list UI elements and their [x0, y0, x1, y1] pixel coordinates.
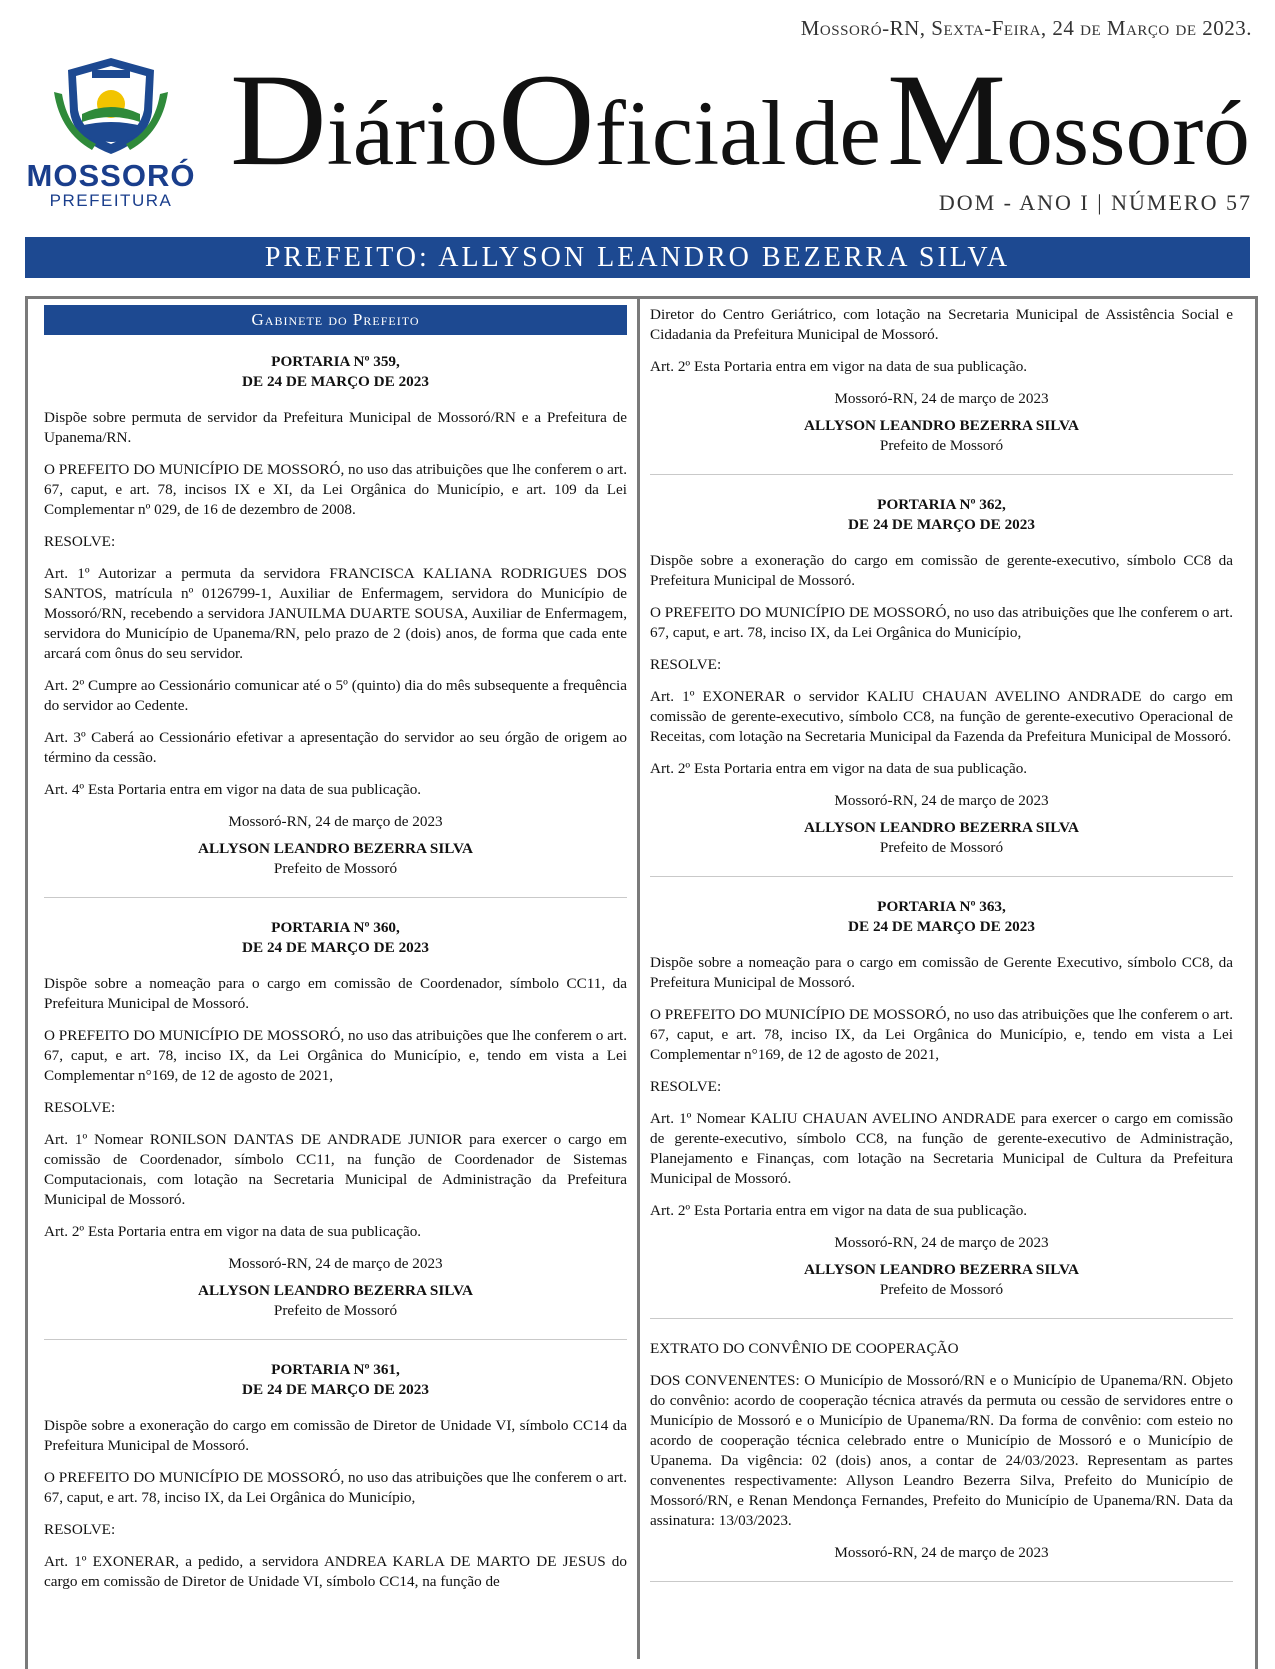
- preamble: O PREFEITO DO MUNICÍPIO DE MOSSORÓ, no uso das atribuições que lhe conferem o art. 67, caput, e art. 78, inciso IX, da Lei Orgânica do Município,: [44, 1469, 627, 1506]
- article: Diretor do Centro Geriátrico, com lotação na Secretaria Municipal de Assistência Social e Cidadania da Prefeitura Municipal de Mossoró.: [650, 306, 1233, 343]
- ementa: Dispõe sobre a exoneração do cargo em comissão de Diretor de Unidade VI, símbolo CC14 da Prefeitura Municipal de Mossoró.: [44, 1417, 627, 1454]
- extrato-body: DOS CONVENENTES: O Município de Mossoró/RN e o Município de Upanema/RN. Objeto do convênio: acordo de cooperação técnica através da permuta ou cessão de servidores entre o Município de Mossoró e o Município de Upanema/RN. Da forma de convênio: com esteio no acordo de cooperação técnica celebrado entre o Município de Mossoró e o Município de Upanema. Da vigência: 02 (dois) anos, a contar de 24/03/2023. Representam as partes convenentes respectivamente: Allyson Leandro Bezerra Silva, Prefeito do Município de Mossoró/RN, e Renan Mendonça Fernandes, Prefeito do Município de Upanema/RN. Data da assinatura: 13/03/2023.: [650, 1372, 1233, 1529]
- separator: [650, 876, 1233, 877]
- article: Art. 2º Esta Portaria entra em vigor na data de sua publicação.: [650, 358, 1028, 375]
- portaria-title: PORTARIA Nº 359, DE 24 DE MARÇO DE 2023: [242, 353, 429, 390]
- extrato-convenio: [650, 1339, 1233, 1563]
- preamble: O PREFEITO DO MUNICÍPIO DE MOSSORÓ, no uso das atribuições que lhe conferem o art. 67, caput, e art. 78, inciso IX, da Lei Orgânica do Município, e, tendo em vista a Lei Complementar n°169, de 12 de agosto de 2021,: [650, 1006, 1233, 1063]
- svg-text:DiárioOficialdeMossoró: DiárioOficialdeMossoró: [230, 46, 1247, 180]
- ementa: Dispõe sobre permuta de servidor da Prefeitura Municipal de Mossoró/RN e a Prefeitura de Upanema/RN.: [44, 409, 627, 446]
- article: Art. 2º Esta Portaria entra em vigor na data de sua publicação.: [44, 1223, 422, 1240]
- logo-name: MOSSORÓ: [26, 158, 196, 193]
- place-date: Mossoró-RN, 24 de março de 2023: [228, 813, 443, 830]
- article: Art. 1º Nomear KALIU CHAUAN AVELINO ANDRADE para exercer o cargo em comissão de gerente-executivo, símbolo CC8, na função de gerente-executivo de Administração, Planejamento e Finanças, com lotação na Secretaria Municipal de Cultura da Prefeitura Municipal de Mossoró.: [650, 1110, 1233, 1187]
- place-date: Mossoró-RN, 24 de março de 2023: [834, 1234, 1049, 1251]
- preamble: O PREFEITO DO MUNICÍPIO DE MOSSORÓ, no uso das atribuições que lhe conferem o art. 67, caput, e art. 78, incisos IX e XI, da Lei Orgânica do Município, e art. 109 da Lei Complementar nº 029, de 16 de dezembro de 2008.: [44, 461, 627, 518]
- place-date: Mossoró-RN, 24 de março de 2023: [834, 1544, 1049, 1561]
- resolve: RESOLVE:: [44, 1099, 116, 1116]
- preamble: O PREFEITO DO MUNICÍPIO DE MOSSORÓ, no uso das atribuições que lhe conferem o art. 67, caput, e art. 78, inciso IX, da Lei Orgânica do Município, e, tendo em vista a Lei Complementar n°169, de 12 de agosto de 2021,: [44, 1027, 627, 1084]
- article: Art. 2º Esta Portaria entra em vigor na data de sua publicação.: [650, 1202, 1028, 1219]
- section-header: Gabinete do Prefeito: [44, 305, 627, 335]
- portaria-title: PORTARIA Nº 362, DE 24 DE MARÇO DE 2023: [848, 496, 1035, 533]
- portaria-360: [44, 918, 627, 1321]
- article: Art. 1º Autorizar a permuta da servidora FRANCISCA KALIANA RODRIGUES DOS SANTOS, matrícula nº 0126799-1, Auxiliar de Enfermagem, servidora do Município de Mossoró/RN, recebendo a servidora JANUILMA DUARTE SOUSA, Auxiliar de Enfermagem, servidora do Município de Upanema/RN, pelo prazo de 2 (dois) anos, de forma que cada ente arcará com ônus do seu servidor.: [44, 565, 627, 662]
- resolve: RESOLVE:: [44, 533, 116, 550]
- portaria-title: PORTARIA Nº 360, DE 24 DE MARÇO DE 2023: [242, 919, 429, 956]
- signer-name: ALLYSON LEANDRO BEZERRA SILVA: [197, 1282, 474, 1299]
- article: Art. 2º Cumpre ao Cessionário comunicar até o 5º (quinto) dia do mês subsequente a frequência do servidor ao Cedente.: [44, 677, 627, 714]
- ementa: Dispõe sobre a nomeação para o cargo em comissão de Gerente Executivo, símbolo CC8, da Prefeitura Municipal de Mossoró.: [650, 954, 1233, 991]
- portaria-362: [650, 495, 1233, 858]
- article: Art. 1º EXONERAR, a pedido, a servidora ANDREA KARLA DE MARTO DE JESUS do cargo em comissão de Diretor de Unidade VI, símbolo CC14, na função de: [44, 1553, 627, 1590]
- portaria-title: PORTARIA Nº 361, DE 24 DE MARÇO DE 2023: [242, 1361, 429, 1398]
- publication-date: Mossoró-RN, Sexta-Feira, 24 de Março de 2023.: [800, 16, 1252, 40]
- resolve: RESOLVE:: [650, 656, 722, 673]
- signer-role: Prefeito de Mossoró: [273, 860, 398, 877]
- edition-number: DOM - ANO I | NÚMERO 57: [938, 190, 1252, 215]
- article: Art. 1º EXONERAR o servidor KALIU CHAUAN AVELINO ANDRADE do cargo em comissão de gerente-executivo, símbolo CC8, na função de gerente-executivo Operacional de Receitas, com lotação na Secretaria Municipal da Fazenda da Prefeitura Municipal de Mossoró.: [650, 688, 1233, 745]
- article: Art. 1º Nomear RONILSON DANTAS DE ANDRADE JUNIOR para exercer o cargo em comissão de Coordenador, símbolo CC11, na função de Coordenador de Sistemas Computacionais, com lotação na Secretaria Municipal de Administração da Prefeitura Municipal de Mossoró.: [44, 1131, 627, 1208]
- column-divider: [637, 299, 640, 1659]
- separator: [44, 897, 627, 898]
- article: Art. 2º Esta Portaria entra em vigor na data de sua publicação.: [650, 760, 1028, 777]
- left-column: [44, 305, 627, 1604]
- extrato-title: EXTRATO DO CONVÊNIO DE COOPERAÇÃO: [650, 1340, 959, 1357]
- signer-name: ALLYSON LEANDRO BEZERRA SILVA: [803, 819, 1080, 836]
- signer-role: Prefeito de Mossoró: [879, 839, 1004, 856]
- signer-name: ALLYSON LEANDRO BEZERRA SILVA: [197, 840, 474, 857]
- resolve: RESOLVE:: [650, 1078, 722, 1095]
- separator: [44, 1339, 627, 1340]
- signer-role: Prefeito de Mossoró: [273, 1302, 398, 1319]
- logo-subtitle: PREFEITURA: [49, 191, 173, 210]
- article: Art. 4º Esta Portaria entra em vigor na data de sua publicação.: [44, 781, 422, 798]
- separator: [650, 1581, 1233, 1582]
- signer-role: Prefeito de Mossoró: [879, 1281, 1004, 1298]
- masthead-title: [230, 40, 1255, 180]
- signer-name: ALLYSON LEANDRO BEZERRA SILVA: [803, 1261, 1080, 1278]
- separator: [650, 474, 1233, 475]
- signer-role: Prefeito de Mossoró: [879, 437, 1004, 454]
- place-date: Mossoró-RN, 24 de março de 2023: [834, 792, 1049, 809]
- portaria-title: PORTARIA Nº 363, DE 24 DE MARÇO DE 2023: [848, 898, 1035, 935]
- preamble: O PREFEITO DO MUNICÍPIO DE MOSSORÓ, no uso das atribuições que lhe conferem o art. 67, caput, e art. 78, inciso IX, da Lei Orgânica do Município,: [650, 604, 1233, 641]
- resolve: RESOLVE:: [44, 1521, 116, 1538]
- portaria-363: [650, 897, 1233, 1300]
- portaria-359: [44, 352, 627, 879]
- place-date: Mossoró-RN, 24 de março de 2023: [228, 1255, 443, 1272]
- mayor-banner: PREFEITO: ALLYSON LEANDRO BEZERRA SILVA: [25, 237, 1250, 278]
- city-crest-icon: [52, 52, 170, 160]
- article: Art. 3º Caberá ao Cessionário efetivar a apresentação do servidor ao seu órgão de origem ao término da cessão.: [44, 729, 627, 766]
- right-column: [650, 305, 1233, 1602]
- portaria-361-continued: [650, 305, 1233, 456]
- signer-name: ALLYSON LEANDRO BEZERRA SILVA: [803, 417, 1080, 434]
- prefeitura-logo: [22, 52, 200, 210]
- place-date: Mossoró-RN, 24 de março de 2023: [834, 390, 1049, 407]
- ementa: Dispõe sobre a exoneração do cargo em comissão de gerente-executivo, símbolo CC8 da Prefeitura Municipal de Mossoró.: [650, 552, 1233, 589]
- separator: [650, 1318, 1233, 1319]
- portaria-361: [44, 1360, 627, 1592]
- ementa: Dispõe sobre a nomeação para o cargo em comissão de Coordenador, símbolo CC11, da Prefeitura Municipal de Mossoró.: [44, 975, 627, 1012]
